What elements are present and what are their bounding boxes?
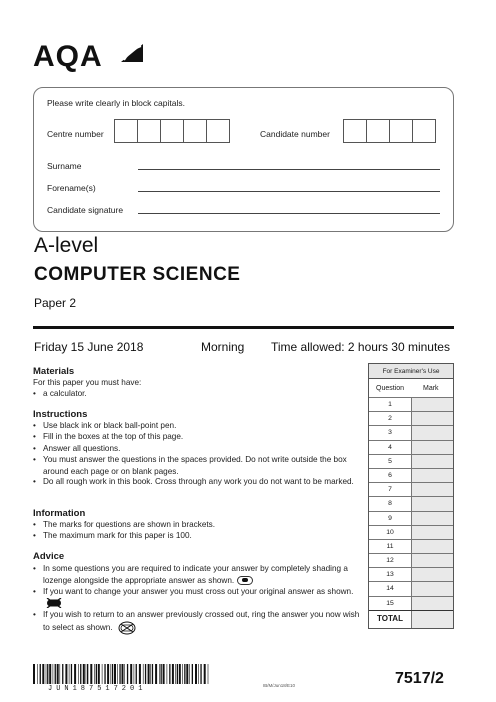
question-number: 2 bbox=[388, 415, 392, 423]
question-number: 4 bbox=[388, 443, 392, 451]
surname-label: Surname bbox=[47, 161, 82, 171]
paper-code: 7517/2 bbox=[395, 670, 444, 687]
qualification-level: A-level bbox=[34, 234, 99, 257]
question-row bbox=[369, 567, 453, 581]
question-number: 5 bbox=[388, 457, 392, 465]
information-item: • The maximum mark for this paper is 100. bbox=[33, 530, 363, 542]
mark-cell bbox=[411, 597, 453, 610]
time-allowed: Time allowed: 2 hours 30 minutes bbox=[271, 340, 450, 354]
signature-label: Candidate signature bbox=[47, 205, 124, 215]
candidate-number-label: Candidate number bbox=[260, 129, 330, 139]
question-row bbox=[369, 440, 453, 454]
mark-cell bbox=[411, 497, 453, 510]
question-row bbox=[369, 425, 453, 439]
question-number: 14 bbox=[386, 585, 394, 593]
surname-field[interactable] bbox=[138, 169, 440, 170]
mark-cell bbox=[411, 540, 453, 553]
question-number: 3 bbox=[388, 429, 392, 437]
total-label: TOTAL bbox=[377, 614, 403, 623]
materials-heading: Materials bbox=[33, 366, 75, 377]
mark-cell bbox=[411, 426, 453, 439]
instruction-item: • Fill in the boxes at the top of this page. bbox=[33, 431, 363, 443]
forename-field[interactable] bbox=[138, 191, 440, 192]
mark-cell bbox=[411, 469, 453, 482]
signature-field[interactable] bbox=[138, 213, 440, 214]
centre-number-label: Centre number bbox=[47, 129, 104, 139]
question-number: 10 bbox=[386, 528, 394, 536]
question-number: 11 bbox=[386, 542, 394, 550]
question-number: 12 bbox=[386, 557, 394, 565]
instructions-heading: Instructions bbox=[33, 409, 88, 420]
question-row bbox=[369, 553, 453, 567]
question-row bbox=[369, 411, 453, 425]
advice-item bbox=[33, 609, 363, 635]
question-row bbox=[369, 596, 453, 610]
shaded-lozenge-icon bbox=[237, 576, 253, 585]
candidate-details-box bbox=[33, 87, 454, 232]
advice-text: If you wish to return to an answer previously crossed out, ring the answer you now wish to select as shown. bbox=[43, 610, 360, 632]
total-row bbox=[369, 610, 453, 628]
aqa-logo bbox=[33, 40, 123, 76]
subject-title: COMPUTER SCIENCE bbox=[34, 264, 241, 285]
title-divider bbox=[33, 326, 454, 329]
advice-text: If you want to change your answer you must cross out your original answer as shown. bbox=[43, 587, 354, 596]
examiner-use-table bbox=[368, 363, 454, 629]
document-reference: IB/M/Jun18/E10 bbox=[263, 683, 296, 688]
mark-cell bbox=[411, 398, 453, 411]
examiner-use-heading: For Examiner's Use bbox=[369, 364, 453, 379]
mark-cell bbox=[411, 568, 453, 581]
barcode bbox=[33, 664, 209, 684]
leaf-logo-icon bbox=[119, 42, 145, 64]
instruction-item: • You must answer the questions in the spaces provided. Do not write outside the box around each page or on blank pages. bbox=[33, 454, 363, 477]
advice-item bbox=[33, 586, 363, 609]
mark-cell bbox=[411, 526, 453, 539]
total-mark-cell bbox=[411, 611, 453, 628]
question-number: 9 bbox=[388, 514, 392, 522]
materials-intro: For this paper you must have: bbox=[33, 378, 142, 387]
question-number: 1 bbox=[388, 401, 392, 408]
question-number: 6 bbox=[388, 471, 392, 479]
question-rows bbox=[369, 397, 453, 610]
forename-label: Forename(s) bbox=[47, 183, 96, 193]
question-number: 8 bbox=[388, 500, 392, 508]
question-number: 13 bbox=[386, 571, 394, 579]
mark-cell bbox=[411, 483, 453, 496]
question-row bbox=[369, 496, 453, 510]
question-column-header: Question bbox=[376, 385, 405, 392]
mark-cell bbox=[411, 441, 453, 454]
ringed-lozenge-icon bbox=[118, 621, 136, 635]
question-row bbox=[369, 525, 453, 539]
information-heading: Information bbox=[33, 508, 86, 519]
advice-heading: Advice bbox=[33, 551, 65, 562]
question-row bbox=[369, 581, 453, 595]
mark-cell bbox=[411, 455, 453, 468]
logo-text: AQA bbox=[33, 40, 103, 73]
exam-session: Morning bbox=[201, 340, 245, 354]
advice-text: In some questions you are required to indicate your answer by completely shading a lozenge alongside the appropriate answer as shown. bbox=[43, 564, 348, 585]
information-item: • The marks for questions are shown in brackets. bbox=[33, 519, 363, 531]
mark-cell bbox=[411, 412, 453, 425]
question-row bbox=[369, 511, 453, 525]
examiner-columns bbox=[369, 383, 453, 397]
materials-item: • a calculator. bbox=[33, 388, 363, 400]
mark-cell bbox=[411, 582, 453, 595]
question-row bbox=[369, 539, 453, 553]
question-number: 7 bbox=[388, 486, 392, 494]
block-capitals-instruction: Please write clearly in block capitals. bbox=[47, 98, 185, 108]
question-row bbox=[369, 454, 453, 468]
mark-cell bbox=[411, 554, 453, 567]
question-number: 15 bbox=[386, 599, 394, 607]
question-row bbox=[369, 468, 453, 482]
question-row bbox=[369, 397, 453, 411]
mark-column-header: Mark bbox=[423, 385, 439, 392]
barcode-number: JUN187517201 bbox=[48, 685, 147, 693]
question-row bbox=[369, 482, 453, 496]
instruction-item: • Answer all questions. bbox=[33, 443, 363, 455]
instruction-item: • Use black ink or black ball-point pen. bbox=[33, 420, 363, 432]
crossed-lozenge-icon bbox=[46, 598, 62, 608]
candidate-number-field[interactable] bbox=[344, 119, 436, 143]
paper-title: Paper 2 bbox=[34, 296, 77, 310]
advice-item bbox=[33, 563, 363, 586]
instruction-item: • Do all rough work in this book. Cross through any work you do not want to be marked. bbox=[33, 476, 363, 488]
centre-number-field[interactable] bbox=[115, 119, 230, 143]
mark-cell bbox=[411, 512, 453, 525]
exam-date: Friday 15 June 2018 bbox=[34, 340, 144, 354]
